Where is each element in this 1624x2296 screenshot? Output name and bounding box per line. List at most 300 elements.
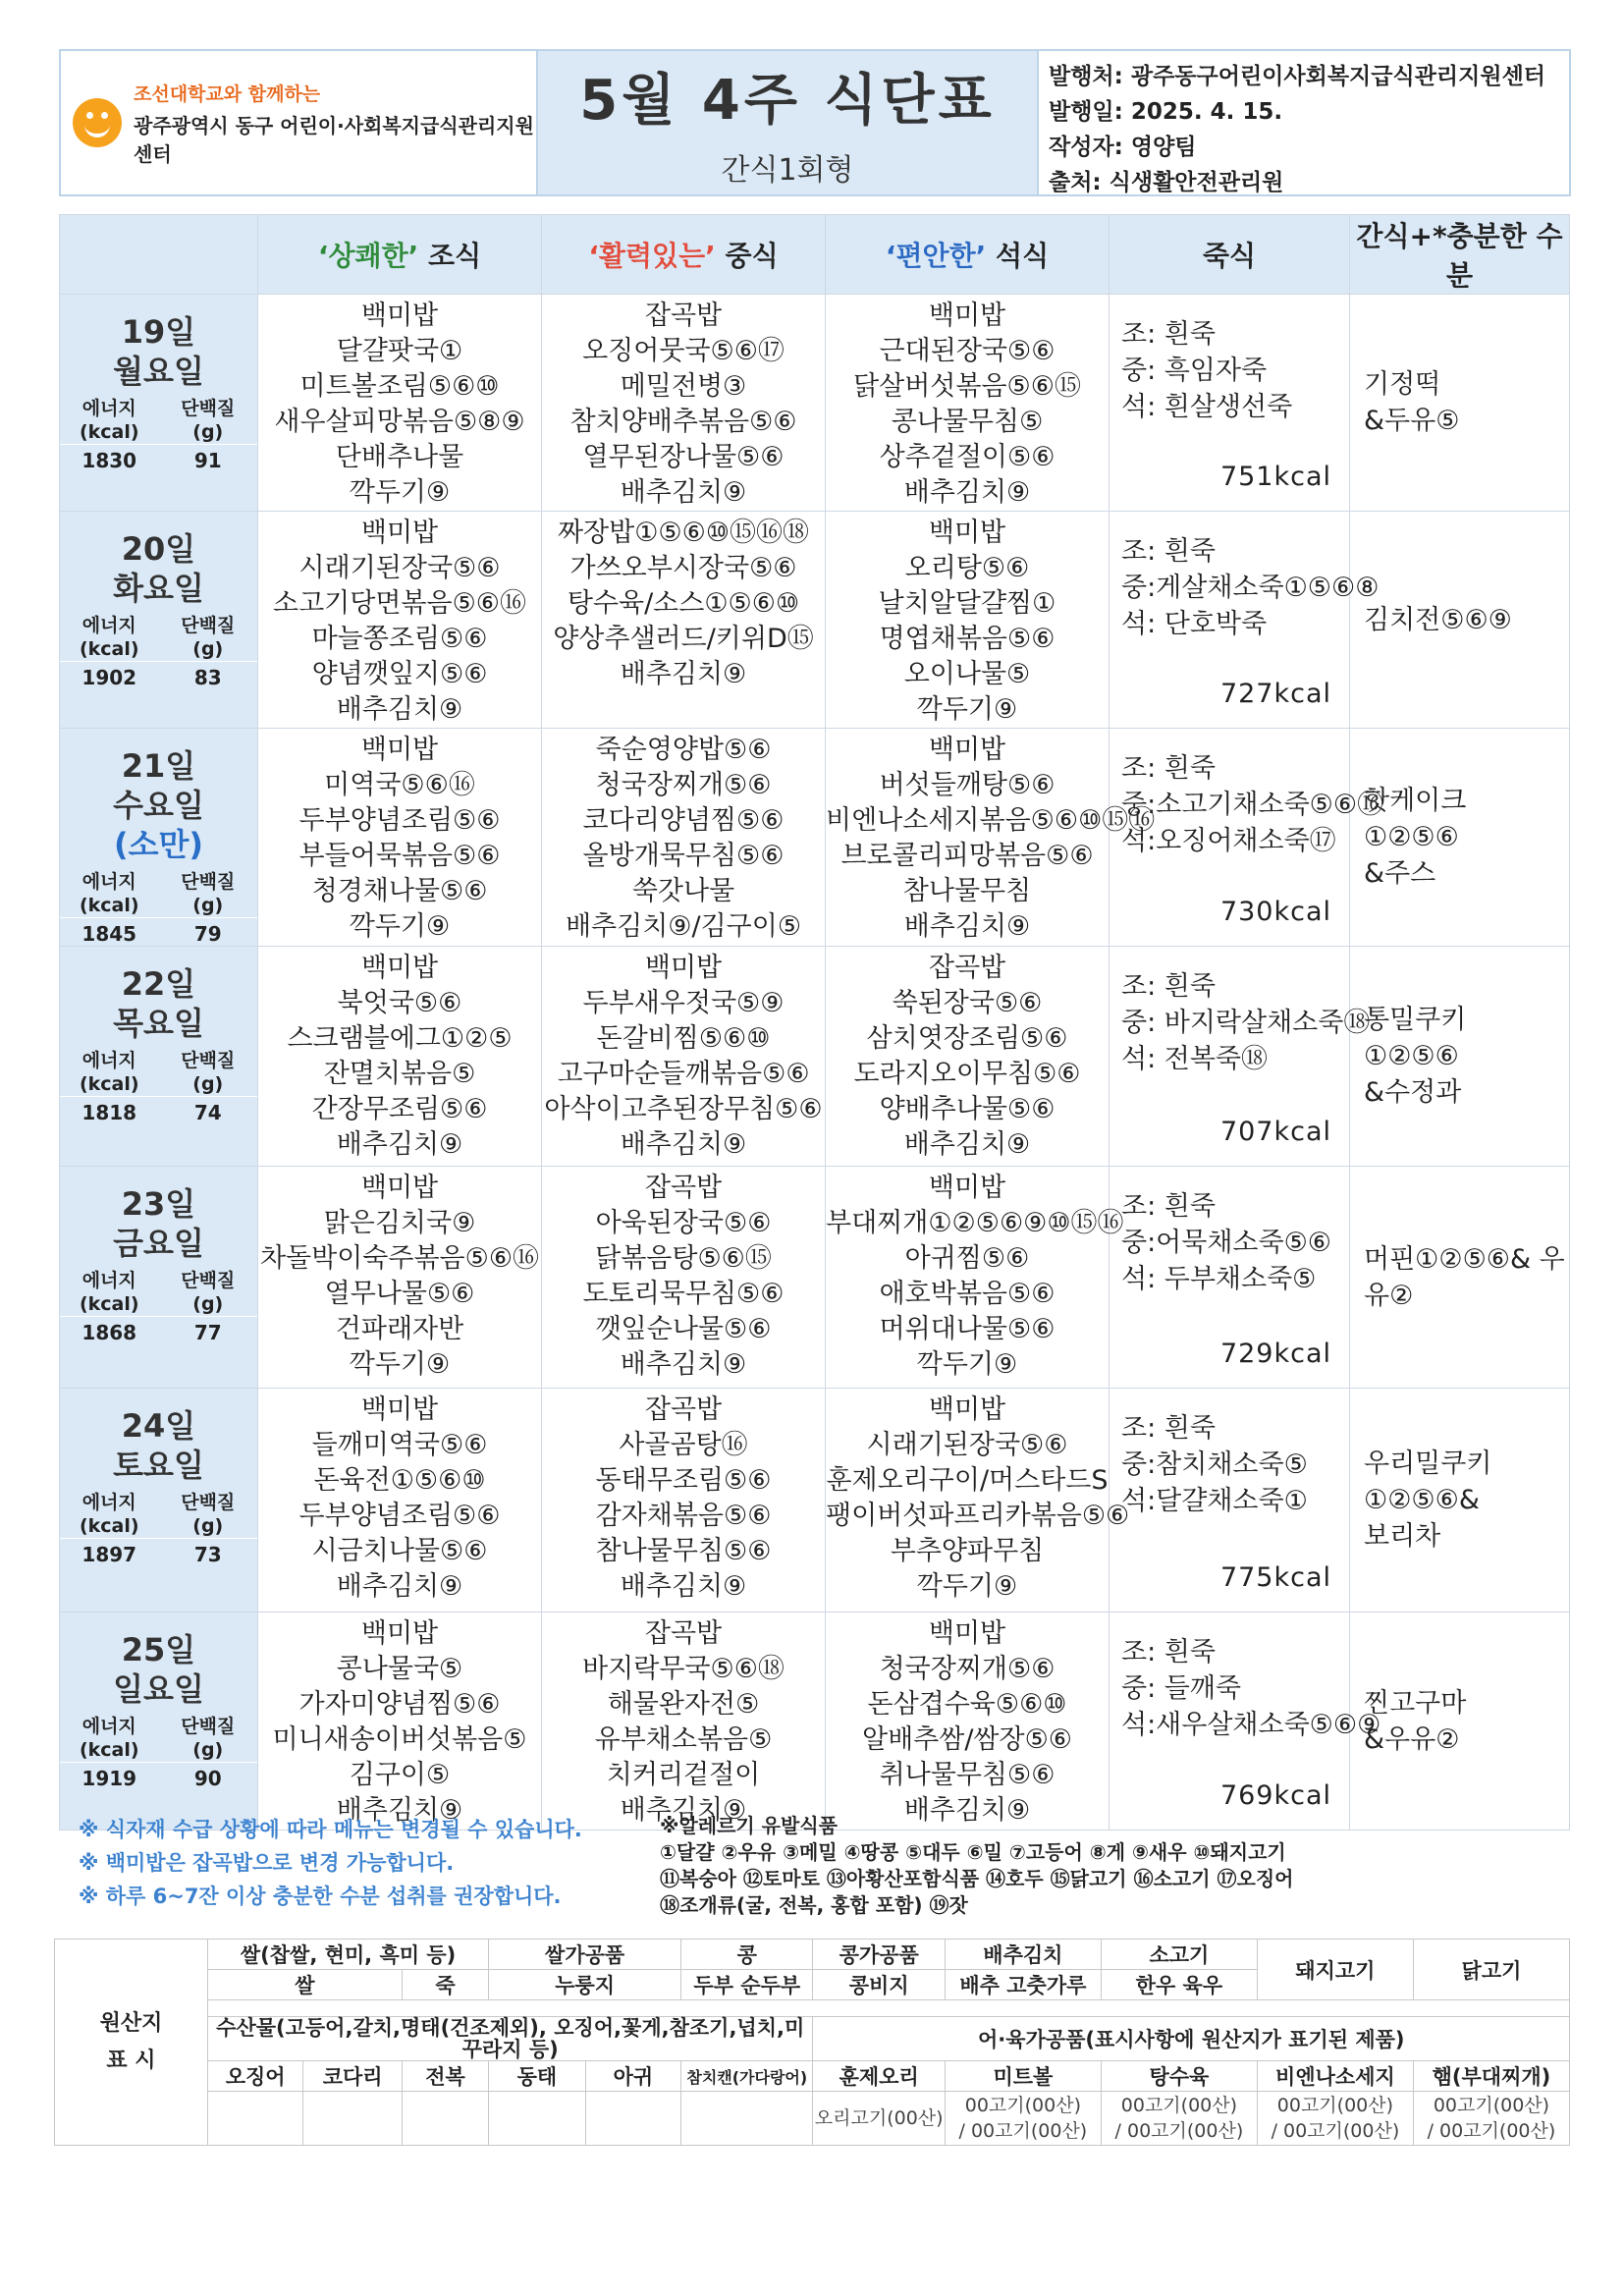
dish: 짜장밥①⑤⑥⑩⑮⑯⑱ [557, 518, 810, 548]
dish: 쑥된장국⑤⑥ [892, 988, 1043, 1018]
nutrition [60, 1049, 257, 1124]
day-date: 20일 [121, 530, 196, 568]
juk-cell [1110, 729, 1384, 947]
origin-tangsuyuk: 탕수육 [1101, 2061, 1257, 2092]
dish: 배추김치⑨/김구이⑤ [565, 911, 802, 942]
dish: 배추김치⑨ [336, 694, 463, 725]
dinner-cell [826, 295, 1110, 512]
dish: 부들어묵볶음⑤⑥ [298, 841, 501, 871]
origin-monkfish: 아귀 [585, 2061, 680, 2092]
day-cell [60, 1389, 258, 1613]
snack-item: 찐고구마 [1364, 1687, 1467, 1719]
breakfast-cell [258, 1167, 542, 1389]
origin-label: 원산지 표 시 [55, 1940, 208, 2146]
dish: 가쓰오부시장국⑤⑥ [569, 553, 797, 583]
origin-blank [402, 2092, 488, 2146]
smiley-logo-icon [73, 98, 122, 147]
dish: 백미밥 [928, 1618, 1006, 1649]
dish: 청국장찌개⑤⑥ [595, 770, 772, 800]
day-weekday: 수요일 [113, 787, 204, 824]
day-row [60, 1613, 1570, 1831]
dinner-cell [826, 1389, 1130, 1613]
dish: 해물완자전⑤ [607, 1689, 760, 1720]
dish: 오징어뭇국⑤⑥⑰ [582, 336, 785, 366]
dish: 돈육전①⑤⑥⑩ [313, 1465, 486, 1496]
snack-item: &주스 [1364, 858, 1436, 889]
origin-duck-value: 오리고기(00산) [813, 2092, 945, 2146]
publisher: 발행처: 광주동구어린이사회복지급식관리지원센터 [1049, 64, 1546, 89]
energy-value: 1845 [60, 917, 159, 946]
dish: 백미밥 [360, 1618, 439, 1649]
juk-kcal: 751kcal [1219, 462, 1331, 492]
origin-bean-header: 콩 [681, 1940, 813, 1970]
origin-chicken-header: 닭고기 [1413, 1940, 1569, 2000]
origin-squid: 오징어 [207, 2061, 302, 2092]
dish: 애호박볶음⑤⑥ [879, 1279, 1056, 1309]
protein-value: 77 [159, 1316, 258, 1344]
day-row [60, 512, 1570, 729]
day-row [60, 1389, 1570, 1613]
nutrition [60, 397, 257, 472]
protein-label: 단백질 (g) [181, 871, 236, 916]
energy-label: 에너지 (kcal) [79, 615, 139, 660]
lunch-cell [542, 729, 826, 947]
juk-item: 조: 흰죽 [1121, 1637, 1216, 1667]
dish: 깍두기⑨ [916, 694, 1018, 725]
protein-value: 90 [159, 1762, 258, 1790]
breakfast-cell [258, 295, 542, 512]
energy-label: 에너지 (kcal) [79, 1716, 139, 1761]
energy-label: 에너지 (kcal) [79, 1050, 139, 1095]
dish: 배추김치⑨ [336, 1571, 463, 1602]
origin-bean-processed-header: 콩가공품 [813, 1940, 945, 1970]
dish: 잡곡밥 [644, 1394, 723, 1425]
dish: 메밀전병③ [620, 371, 747, 402]
juk-item: 중:소고기채소죽⑤⑥⑯ [1121, 790, 1384, 820]
day-cell [60, 512, 258, 729]
day-row [60, 947, 1570, 1167]
day-row [60, 295, 1570, 512]
snack-cell [1350, 1613, 1570, 1831]
origin-meatball: 미트볼 [945, 2061, 1101, 2092]
protein-value: 79 [159, 917, 258, 946]
dish: 도라지오이무침⑤⑥ [853, 1059, 1081, 1089]
dinner-cell [826, 947, 1110, 1167]
dish: 들깨미역국⑤⑥ [311, 1430, 488, 1460]
juk-item: 조: 흰죽 [1121, 319, 1216, 350]
dish: 배추김치⑨ [903, 911, 1031, 942]
dish: 오이나물⑤ [903, 659, 1031, 689]
juk-item: 석: 흰살생선죽 [1121, 392, 1293, 422]
slogan: 조선대학교와 함께하는 [134, 82, 321, 105]
juk-item: 조: 흰죽 [1121, 1413, 1216, 1444]
snack-item: 통밀쿠키 [1364, 1005, 1467, 1035]
note-line: ※ 식자재 수급 상황에 따라 메뉴는 변경될 수 있습니다. [79, 1818, 582, 1841]
juk-item: 중: 흑임자죽 [1121, 355, 1268, 386]
day-cell [60, 947, 258, 1167]
dish: 열무된장나물⑤⑥ [582, 442, 785, 472]
energy-value: 1868 [60, 1316, 159, 1344]
dish: 참나물무침 [902, 876, 1032, 906]
energy-label: 에너지 (kcal) [79, 1270, 139, 1315]
juk-item: 중:참치채소죽⑤ [1121, 1449, 1308, 1480]
origin-sub-nurungji: 누룽지 [489, 1970, 681, 2000]
dish: 백미밥 [360, 301, 439, 331]
dish: 콩나물무침⑤ [891, 407, 1044, 437]
snack-item: ①②⑤⑥ [1364, 822, 1459, 852]
dish: 백미밥 [928, 1394, 1006, 1425]
juk-item: 조: 흰죽 [1121, 753, 1216, 784]
dish: 치커리겉절이 [606, 1760, 761, 1790]
dish: 탕수육/소스①⑤⑥⑩ [567, 588, 800, 619]
lunch-cell [542, 295, 826, 512]
origin-sub-kongbiji: 콩비지 [813, 1970, 945, 2000]
dinner-cell [826, 729, 1156, 947]
nutrition [60, 1269, 257, 1344]
origin-abalone: 전복 [402, 2061, 488, 2092]
dish: 양상추샐러드/키위D⑮ [553, 624, 814, 654]
protein-label: 단백질 (g) [181, 1270, 236, 1315]
dish: 깻잎순나물⑤⑥ [595, 1314, 772, 1344]
publish-info [1039, 51, 1569, 194]
origin-spacer [207, 2000, 1569, 2017]
dish: 백미밥 [360, 518, 439, 548]
dish: 양념깻잎지⑤⑥ [311, 659, 488, 689]
energy-value: 1902 [60, 661, 159, 689]
origin-sub-beef: 한우 육우 [1101, 1970, 1257, 2000]
origin-rice-header: 쌀(찹쌀, 현미, 흑미 등) [207, 1940, 488, 1970]
dish: 미트볼조림⑤⑥⑩ [299, 371, 500, 402]
lunch-cell [542, 512, 826, 729]
day-weekday: 일요일 [113, 1670, 204, 1708]
logo-area [61, 51, 536, 194]
origin-pork-header: 돼지고기 [1257, 1940, 1413, 2000]
juk-item: 중: 들깨죽 [1121, 1673, 1242, 1704]
dish: 배추김치⑨ [903, 1129, 1031, 1160]
page-title: 5월 4주 식단표 [579, 69, 996, 133]
juk-cell [1110, 295, 1350, 512]
origin-meat-value: 00고기(00산) / 00고기(00산) [1413, 2092, 1569, 2146]
dish: 취나물무침⑤⑥ [879, 1760, 1056, 1790]
day-date: 23일 [121, 1185, 196, 1223]
juk-cell [1110, 1167, 1350, 1389]
origin-table [54, 1939, 1570, 2146]
day-date: 19일 [121, 313, 196, 351]
dish: 아삭이고추된장무침⑤⑥ [544, 1094, 823, 1124]
publish-date: 발행일: 2025. 4. 15. [1049, 99, 1283, 125]
juk-cell [1110, 1613, 1381, 1831]
juk-item: 중:게살채소죽①⑤⑥⑧ [1121, 573, 1380, 603]
dish: 열무나물⑤⑥ [324, 1279, 475, 1309]
allergy-line: ⑪복숭아 ⑫토마토 ⑬아황산포함식품 ⑭호두 ⑮닭고기 ⑯소고기 ⑰오징어 [660, 1867, 1294, 1890]
dish: 맑은김치국⑨ [323, 1208, 476, 1238]
day-row [60, 729, 1570, 947]
energy-label: 에너지 (kcal) [79, 871, 139, 916]
snack-cell [1350, 729, 1570, 947]
dish: 두부양념조림⑤⑥ [298, 805, 501, 836]
day-row [60, 1167, 1570, 1389]
menu-table [59, 214, 1570, 1831]
dish: 감자채볶음⑤⑥ [595, 1501, 772, 1531]
energy-label: 에너지 (kcal) [79, 1492, 139, 1537]
snack-item: ①②⑤⑥& [1364, 1485, 1480, 1515]
protein-label: 단백질 (g) [181, 1716, 236, 1761]
juk-item: 조: 흰죽 [1121, 536, 1216, 567]
origin-beef-header: 소고기 [1101, 1940, 1257, 1970]
dish: 부추양파무침 [890, 1536, 1045, 1566]
nutrition [60, 614, 257, 689]
juk-kcal: 769kcal [1219, 1780, 1331, 1811]
dish: 잔멸치볶음⑤ [323, 1059, 476, 1089]
origin-sub-tofu: 두부 순두부 [681, 1970, 813, 2000]
dish: 배추김치⑨ [620, 659, 747, 689]
snack-cell [1350, 947, 1570, 1167]
juk-item: 석:오징어채소죽⑰ [1121, 826, 1336, 856]
dish: 백미밥 [928, 518, 1006, 548]
dish: 상추겉절이⑤⑥ [879, 442, 1056, 472]
energy-value: 1818 [60, 1096, 159, 1124]
day-date: 25일 [121, 1631, 196, 1668]
dish: 도토리묵무침⑤⑥ [582, 1279, 785, 1309]
dish: 달걀팟국① [336, 336, 463, 366]
day-date: 22일 [121, 965, 196, 1003]
dinner-cell [826, 512, 1110, 729]
origin-seafood-header: 수산물(고등어,갈치,명태(건조제외), 오징어,꽃게,참조기,넙치,미꾸라지 등) [207, 2017, 813, 2061]
day-date: 24일 [121, 1407, 196, 1445]
dish: 깍두기⑨ [349, 911, 451, 942]
dish: 잡곡밥 [644, 301, 723, 331]
breakfast-cell [258, 512, 542, 729]
lunch-cell [542, 947, 826, 1167]
menu-header-row [60, 215, 1570, 295]
lunch-cell [542, 1167, 826, 1389]
energy-value: 1897 [60, 1538, 159, 1566]
protein-label: 단백질 (g) [181, 398, 236, 443]
origin-rice-processed-header: 쌀가공품 [489, 1940, 681, 1970]
allergy-legend [660, 1813, 1573, 1919]
dish: 배추김치⑨ [620, 1129, 747, 1160]
juk-cell [1110, 947, 1371, 1167]
dish: 백미밥 [928, 1173, 1006, 1203]
note-line: ※ 하루 6~7잔 이상 충분한 수분 섭취를 권장합니다. [79, 1885, 562, 1908]
snack-item: 김치전⑤⑥⑨ [1364, 604, 1512, 635]
protein-value: 91 [159, 444, 258, 472]
origin-processed-header: 어·육가공품(표시사항에 원산지가 표기된 제품) [813, 2017, 1570, 2061]
day-weekday: 월요일 [113, 353, 204, 390]
origin-pollack: 동태 [489, 2061, 585, 2092]
nutrition [60, 1491, 257, 1566]
dish: 바지락무국⑤⑥⑱ [582, 1654, 785, 1684]
dish: 스크램블에그①②⑤ [287, 1023, 513, 1054]
dish: 참나물무침⑤⑥ [595, 1536, 772, 1566]
dish: 미역국⑤⑥⑯ [324, 770, 475, 800]
dish: 깍두기⑨ [349, 1349, 451, 1380]
dish: 북엇국⑤⑥ [337, 988, 462, 1018]
dish: 잡곡밥 [928, 953, 1006, 983]
dinner-cell [826, 1613, 1110, 1831]
energy-value: 1830 [60, 444, 159, 472]
dish: 사골곰탕⑯ [619, 1430, 748, 1460]
juk-item: 중: 바지락살채소죽⑱ [1121, 1008, 1371, 1038]
day-weekday: 금요일 [113, 1225, 204, 1262]
lunch-cell [542, 1389, 826, 1613]
dish: 시래기된장국⑤⑥ [298, 553, 501, 583]
juk-item: 석:새우살채소죽⑤⑥⑨ [1121, 1710, 1381, 1740]
dish: 시래기된장국⑤⑥ [866, 1430, 1068, 1460]
dish: 아귀찜⑤⑥ [904, 1243, 1030, 1274]
snack-item: ①②⑤⑥ [1364, 1041, 1459, 1071]
dish: 아욱된장국⑤⑥ [595, 1208, 772, 1238]
dish: 부대찌개①②⑤⑥⑨⑩⑮⑯ [826, 1208, 1124, 1238]
dish: 배추김치⑨ [620, 1571, 747, 1602]
dish: 죽순영양밥⑤⑥ [595, 735, 772, 765]
dish: 두부양념조림⑤⑥ [298, 1501, 501, 1531]
dish: 머위대나물⑤⑥ [879, 1314, 1056, 1344]
dish: 배추김치⑨ [336, 1795, 463, 1826]
dish: 오리탕⑤⑥ [904, 553, 1030, 583]
organization-name: 광주광역시 동구 어린이·사회복지급식관리지원센터 [134, 113, 534, 166]
dish: 콩나물국⑤ [336, 1654, 463, 1684]
day-cell [60, 295, 258, 512]
snack-item: 유② [1364, 1280, 1414, 1311]
dish: 동태무조림⑤⑥ [595, 1465, 772, 1496]
snack-cell [1350, 1167, 1570, 1389]
juk-item: 중:어묵채소죽⑤⑥ [1121, 1228, 1331, 1258]
protein-label: 단백질 (g) [181, 1050, 236, 1095]
header-juk: 죽식 [1110, 215, 1350, 295]
juk-item: 석: 단호박죽 [1121, 609, 1268, 639]
day-weekday: 목요일 [113, 1005, 204, 1042]
origin-tuna: 참치캔(가다랑어) [681, 2061, 813, 2092]
snack-cell [1350, 1389, 1570, 1613]
snack-item: &두유⑤ [1364, 406, 1460, 436]
juk-item: 석:달걀채소죽① [1121, 1486, 1308, 1516]
dish: 닭살버섯볶음⑤⑥⑮ [853, 371, 1081, 402]
dish: 가자미양념찜⑤⑥ [298, 1689, 501, 1720]
page-subtitle: 간식1회형 [721, 153, 854, 188]
dish: 배추김치⑨ [620, 1349, 747, 1380]
dish: 마늘쫑조림⑤⑥ [311, 624, 488, 654]
juk-kcal: 729kcal [1219, 1339, 1331, 1369]
day-weekday: 토요일 [113, 1447, 204, 1484]
protein-value: 73 [159, 1538, 258, 1566]
origin-meat-value: 00고기(00산) / 00고기(00산) [1257, 2092, 1413, 2146]
allergy-line: ①달걀 ②우유 ③메밀 ④땅콩 ⑤대두 ⑥밀 ⑦고등어 ⑧게 ⑨새우 ⑩돼지고기 [660, 1840, 1286, 1864]
day-cell [60, 1167, 258, 1389]
origin-blank [489, 2092, 585, 2146]
day-weekday: 화요일 [113, 570, 204, 607]
dish: 훈제오리구이/머스타드S [826, 1465, 1109, 1496]
dish: 단배추나물 [335, 442, 464, 472]
juk-item: 조: 흰죽 [1121, 1191, 1216, 1222]
dish: 백미밥 [360, 1173, 439, 1203]
dish: 코다리양념찜⑤⑥ [582, 805, 785, 836]
dish: 백미밥 [644, 953, 723, 983]
author: 작성자: 영양팀 [1049, 135, 1197, 160]
juk-cell [1110, 1389, 1350, 1613]
dish: 청경채나물⑤⑥ [311, 876, 488, 906]
dish: 새우살피망볶음⑤⑧⑨ [274, 407, 525, 437]
dish: 날치알달걀찜① [878, 588, 1056, 619]
origin-blank [585, 2092, 680, 2146]
page-header [59, 49, 1571, 196]
protein-value: 83 [159, 661, 258, 689]
header-breakfast: ‘상쾌한’ 조식 [258, 215, 542, 295]
juk-item: 조: 흰죽 [1121, 971, 1216, 1002]
dish: 쑥갓나물 [631, 876, 735, 906]
origin-blank [681, 2092, 813, 2146]
title-area [536, 51, 1039, 194]
header-lunch: ‘활력있는’ 중식 [542, 215, 826, 295]
origin-sub-juk: 죽 [402, 1970, 488, 2000]
dish: 김구이⑤ [349, 1760, 451, 1790]
juk-item: 석: 두부채소죽⑤ [1121, 1264, 1317, 1294]
snack-item: 머핀①②⑤⑥& 우 [1364, 1243, 1565, 1275]
origin-smoked-duck: 훈제오리 [813, 2061, 945, 2092]
day-cell [60, 1613, 258, 1831]
origin-sausage: 비엔나소세지 [1257, 2061, 1413, 2092]
dish: 닭볶음탕⑤⑥⑮ [595, 1243, 772, 1274]
dish: 배추김치⑨ [903, 1795, 1031, 1826]
dish: 깍두기⑨ [916, 1571, 1018, 1602]
dish: 배추김치⑨ [620, 1795, 747, 1826]
notes-left [79, 1813, 648, 1913]
dish: 삼치엿장조림⑤⑥ [866, 1023, 1068, 1054]
origin-blank [303, 2092, 403, 2146]
origin-ham: 햄(부대찌개) [1413, 2061, 1569, 2092]
dish: 백미밥 [360, 1394, 439, 1425]
juk-kcal: 730kcal [1219, 897, 1331, 927]
allergy-line: ⑱조개류(굴, 전복, 홍합 포함) ⑲잣 [660, 1893, 968, 1917]
source: 출처: 식생활안전관리원 [1049, 170, 1284, 195]
origin-kodari: 코다리 [303, 2061, 403, 2092]
day-cell [60, 729, 258, 947]
dish: 백미밥 [928, 301, 1006, 331]
dish: 양배추나물⑤⑥ [879, 1094, 1056, 1124]
energy-label: 에너지 (kcal) [79, 398, 139, 443]
dinner-cell [826, 1167, 1124, 1389]
origin-blank [207, 2092, 302, 2146]
dish: 팽이버섯파프리카볶음⑤⑥ [826, 1501, 1130, 1531]
dish: 올방개묵무침⑤⑥ [582, 841, 785, 871]
dish: 돈갈비찜⑤⑥⑩ [596, 1023, 771, 1054]
dish: 배추김치⑨ [620, 477, 747, 508]
origin-sub-cabbage: 배추 고춧가루 [945, 1970, 1101, 2000]
dish: 백미밥 [928, 735, 1006, 765]
juk-kcal: 707kcal [1219, 1117, 1331, 1147]
dish: 백미밥 [360, 735, 439, 765]
juk-cell [1110, 512, 1380, 729]
corner-cell [60, 215, 258, 295]
juk-kcal: 775kcal [1219, 1562, 1331, 1593]
dish: 돈삼겹수육⑤⑥⑩ [867, 1689, 1067, 1720]
dish: 잡곡밥 [644, 1618, 723, 1649]
origin-meat-value: 00고기(00산) / 00고기(00산) [1101, 2092, 1257, 2146]
breakfast-cell [258, 1613, 542, 1831]
snack-item: &수정과 [1364, 1077, 1462, 1108]
origin-meat-value: 00고기(00산) / 00고기(00산) [945, 2092, 1101, 2146]
dish: 배추김치⑨ [903, 477, 1031, 508]
dish: 소고기당면볶음⑤⑥⑯ [273, 588, 526, 619]
dish: 건파래자반 [335, 1314, 464, 1344]
origin-sub-rice: 쌀 [207, 1970, 402, 2000]
breakfast-cell [258, 729, 542, 947]
dish: 근대된장국⑤⑥ [879, 336, 1056, 366]
protein-label: 단백질 (g) [181, 615, 236, 660]
dish: 깍두기⑨ [349, 477, 451, 508]
dish: 유부채소볶음⑤ [594, 1724, 773, 1755]
day-date: 21일 [121, 747, 196, 785]
